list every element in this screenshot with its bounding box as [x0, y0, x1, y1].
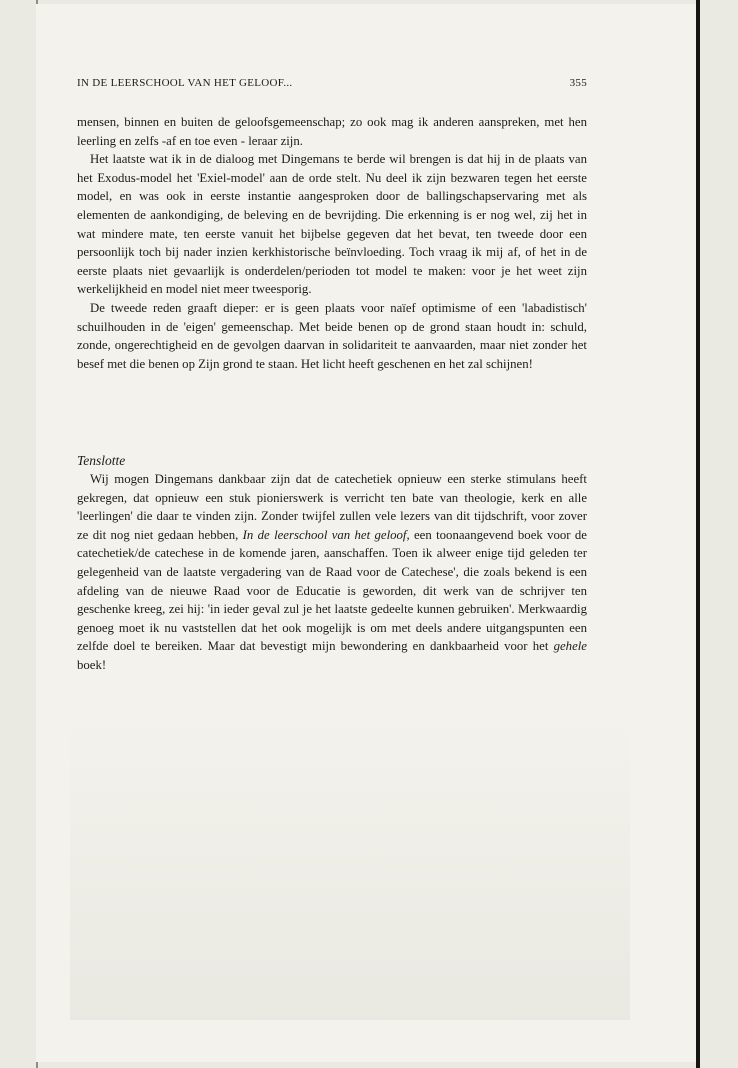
paragraph	[77, 470, 587, 675]
page-right-edge	[696, 0, 700, 1068]
paragraph-text: een toonaangevend boek voor de catechetiek/de catechese in de komende jaren, aanschaffen. Toen ik alweer enige tijd geleden ter gelegenheid van de laatste vergadering van de Raad voor de Catechese', die zoals bekend is een afdeling van de nieuwe Raad voor de Educatie is geworden, dit werk van de schrijver ten geschenke kreeg, zei hij: 'in ieder geval zul je het laatste gedeelte kunnen gebruiken'. Merkwaardig genoeg moet ik nu vaststellen dat het ook mogelijk is om met deels andere uitgangspunten een zelfde doel te bereiken. Maar dat bevestigt mijn bewondering en dankbaarheid voor het	[77, 527, 587, 654]
running-header	[77, 77, 587, 95]
section-heading: Tenslotte	[77, 453, 126, 468]
paragraph: De tweede reden graaft dieper: er is geen plaats voor naïef optimisme of een 'labadistisch' schuilhouden in de 'eigen' gemeenschap. Met beide benen op de grond staan houdt in: schuld, zonde, ongerechtigheid en de gevolgen daarvan in solidariteit te aanvaarden, maar niet zonder het besef met die benen op Zijn grond te staan. Het licht heeft geschenen en het zal schijnen!	[77, 300, 587, 371]
emphasis: gehele	[553, 639, 587, 654]
page-number: 355	[569, 77, 587, 89]
running-title: IN DE LEERSCHOOL VAN HET GELOOF...	[77, 77, 293, 89]
paragraph: mensen, binnen en buiten de geloofsgemeenschap; zo ook mag ik anderen aanspreken, met hen leerling en zelfs -af en toe even - leraar zijn.	[77, 115, 587, 148]
book-title: In de leerschool van het geloof,	[242, 527, 410, 542]
scan-shading	[70, 720, 630, 1020]
section-text	[77, 470, 587, 675]
paragraph-text: boek!	[77, 657, 107, 672]
main-text	[77, 113, 587, 373]
paragraph-text: Wij mogen Dingemans dankbaar zijn dat de catechetiek opnieuw een sterke stimulans heeft gekregen, dat opnieuw een stuk pionierswerk is verricht ten bate van theologie, kerk en alle 'leerlingen' die daar te vinden zijn. Zonder twijfel zullen vele lezers van dit tijdschrift, voor zover ze dit nog niet gedaan hebben,	[77, 472, 587, 542]
paragraph: Het laatste wat ik in de dialoog met Dingemans te berde wil brengen is dat hij in de plaats van het Exodus-model het 'Exiel-model' aan de orde stelt. Nu deel ik zijn bezwaren tegen het eerste model, en was ook in eerste instantie aangesproken door de ballingschapservaring met als elementen de aankondiging, de beleving en de bevrijding. Die erkenning is er nog wel, zij het in wat mindere mate, ten eerste vanuit het bijbelse gegeven dat het bevat, ten tweede door een persoonlijk toch bij nader inzien kerkhistorische beïnvloeding. Toch vraag ik mij af, of het in de eerste plaats niet gevaarlijk is onderdelen/perioden tot model te maken: voor je het weet zijn werkelijkheid en model niet meer tweesporig.	[77, 152, 587, 297]
